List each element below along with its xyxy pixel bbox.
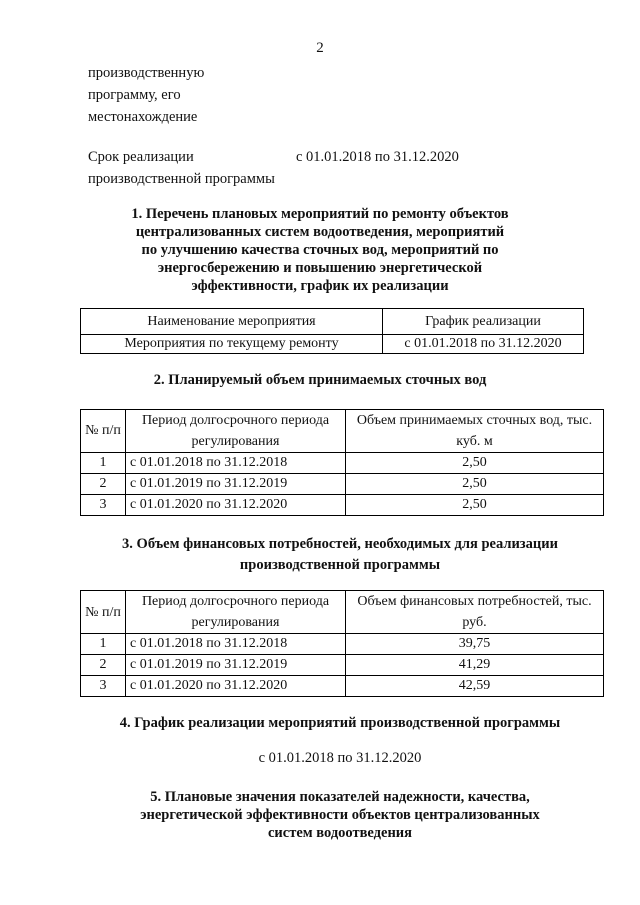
location-label <box>88 62 204 128</box>
table-row <box>81 655 604 676</box>
table-row <box>81 634 604 655</box>
location-label-line: производственную <box>88 65 205 81</box>
table-row <box>81 495 604 516</box>
table-cell: с 01.01.2018 по 31.12.2018 <box>126 634 346 655</box>
table-cell: 41,29 <box>346 655 604 676</box>
table-header-cell: Объем принимаемых сточных вод, тыс. куб. м <box>346 410 604 453</box>
table-cell: 39,75 <box>346 634 604 655</box>
table-cell: 2,50 <box>346 495 604 516</box>
section5-heading-line: энергетической эффективности объектов централизованных <box>140 807 540 823</box>
financial-needs-table <box>80 590 604 697</box>
section5-heading-line: 5. Плановые значения показателей надежности, качества, <box>150 789 530 805</box>
term-label-line: Срок реализации <box>88 149 194 165</box>
section5-heading <box>60 788 620 842</box>
table-cell: 1 <box>81 453 126 474</box>
table-header-cell: Период долгосрочного периода регулирования <box>126 591 346 634</box>
table-cell: с 01.01.2020 по 31.12.2020 <box>126 495 346 516</box>
table-header-cell: № п/п <box>81 591 126 634</box>
table-cell: 2,50 <box>346 453 604 474</box>
location-label-line: местонахождение <box>88 109 198 125</box>
section5-heading-line: систем водоотведения <box>267 825 413 841</box>
section1-heading <box>100 205 540 295</box>
section4-heading <box>60 714 620 732</box>
table-cell: 2 <box>81 474 126 495</box>
table-row <box>81 676 604 697</box>
section2-heading-text: 2. Планируемый объем принимаемых сточных вод <box>153 372 487 388</box>
table-cell: 2,50 <box>346 474 604 495</box>
wastewater-volume-table <box>80 409 604 516</box>
location-label-line: программу, его <box>88 87 181 103</box>
section3-heading <box>70 534 610 576</box>
table-header-cell: График реализации <box>383 309 584 335</box>
table-row <box>81 335 584 354</box>
table-cell: с 01.01.2018 по 31.12.2020 <box>383 335 584 354</box>
activities-table <box>80 308 584 354</box>
table-row <box>81 453 604 474</box>
table-cell: 2 <box>81 655 126 676</box>
term-value: с 01.01.2018 по 31.12.2020 <box>296 149 459 165</box>
table-cell: 3 <box>81 676 126 697</box>
term-label <box>88 146 275 190</box>
section3-heading-line: производственной программы <box>239 557 441 573</box>
section4-heading-text: 4. График реализации мероприятий производственной программы <box>119 715 561 731</box>
term-label-line: производственной программы <box>88 171 275 187</box>
section1-heading-line: централизованных систем водоотведения, мероприятий <box>135 224 505 240</box>
page-number: 2 <box>316 40 324 56</box>
table-cell: с 01.01.2020 по 31.12.2020 <box>126 676 346 697</box>
table-cell: 42,59 <box>346 676 604 697</box>
section1-heading-line: эффективности, график их реализации <box>191 278 449 294</box>
table-cell: с 01.01.2018 по 31.12.2018 <box>126 453 346 474</box>
table-cell: 1 <box>81 634 126 655</box>
section1-heading-line: 1. Перечень плановых мероприятий по ремонту объектов <box>131 206 509 222</box>
section2-heading <box>80 371 560 389</box>
table-header-cell: Наименование мероприятия <box>81 309 383 335</box>
section1-heading-line: энергосбережению и повышению энергетической <box>157 260 483 276</box>
table-cell: 3 <box>81 495 126 516</box>
table-header-cell: Период долгосрочного периода регулирования <box>126 410 346 453</box>
table-header-cell: Объем финансовых потребностей, тыс. руб. <box>346 591 604 634</box>
section3-heading-line: 3. Объем финансовых потребностей, необходимых для реализации <box>122 536 558 552</box>
table-header-cell: № п/п <box>81 410 126 453</box>
section1-heading-line: по улучшению качества сточных вод, мероприятий по <box>141 242 499 258</box>
table-cell: Мероприятия по текущему ремонту <box>81 335 383 354</box>
table-cell: с 01.01.2019 по 31.12.2019 <box>126 474 346 495</box>
table-row <box>81 474 604 495</box>
section4-period: с 01.01.2018 по 31.12.2020 <box>258 750 422 766</box>
table-cell: с 01.01.2019 по 31.12.2019 <box>126 655 346 676</box>
